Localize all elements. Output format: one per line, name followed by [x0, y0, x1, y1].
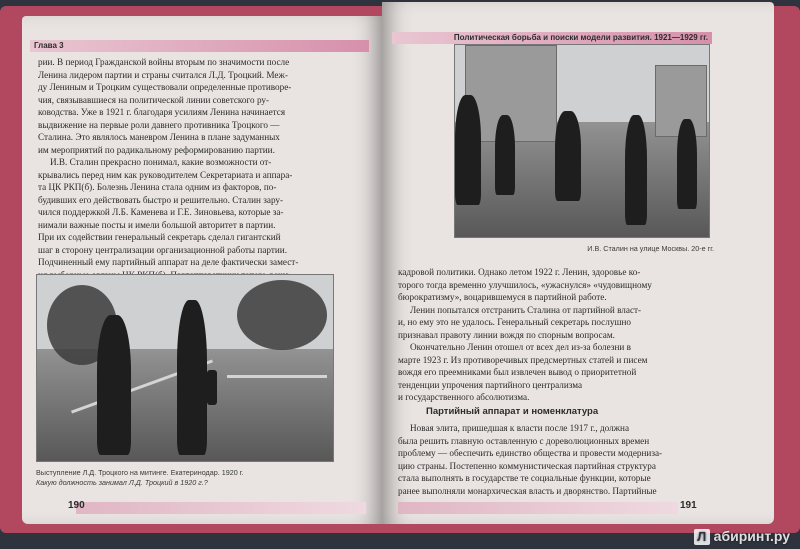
- text-line: крывались перед ним как руководителем Секретариата и аппара-: [38, 169, 293, 180]
- photo-caption: И.В. Сталин на улице Москвы. 20-е гг.: [587, 244, 714, 253]
- section-subheading: Партийный аппарат и номенклатура: [426, 406, 599, 417]
- right-page: [382, 2, 774, 524]
- text-line: тенденции упрочения партийного централизма: [398, 379, 583, 390]
- text-line: цию страны. Постепенно коммунистическая партийная структура: [398, 460, 656, 471]
- text-line: будивших его действовать быстро и решительно. Сталин зару-: [38, 194, 284, 205]
- footer-band: [398, 502, 678, 514]
- trotsky-rally-photo: [36, 274, 334, 462]
- photo-figure: [97, 315, 131, 455]
- text-line: чия, связывавшиеся на политической линии советского ру-: [38, 94, 270, 105]
- text-line: рии. В период Гражданской войны вторым по значимости после: [38, 57, 290, 67]
- text-line: Окончательно Ленин отошел от всех дел из-за болезни в: [410, 342, 631, 352]
- right-text: [398, 266, 710, 404]
- left-page: [22, 16, 382, 524]
- right-text-lower: [398, 422, 710, 497]
- watermark-text: абиринт.ру: [713, 527, 790, 544]
- caption-line: Выступление Л.Д. Троцкого на митинге. Екатеринодар. 1920 г.: [36, 468, 244, 477]
- paragraph-1: [38, 56, 368, 156]
- photo-figure: [207, 370, 217, 405]
- photo-figure: [495, 115, 515, 195]
- text-line: Подчиненный ему партийный аппарат на деле фактически замест-: [38, 257, 299, 267]
- text-line: выдвижение на первые роли давнего противника Троцкого —: [38, 119, 280, 130]
- chapter-header: Глава 3: [30, 40, 369, 52]
- photo-figure: [455, 95, 481, 205]
- text-line: торого тогда временно улучшилось, «ужаснулся» «чудовищному: [398, 279, 652, 290]
- paragraph-1: [398, 266, 710, 304]
- text-line: чился поддержкой Л.Б. Каменева и Г.Е. Зиновьева, которые за-: [38, 207, 284, 217]
- text-line: При их содействии генеральный секретарь сделал гигантский: [38, 232, 281, 242]
- photo-figure: [625, 115, 647, 225]
- labirint-watermark: [694, 528, 790, 545]
- text-line: Ленин попытался отстранить Сталина от партийной власт-: [410, 304, 642, 315]
- text-line: Новая элита, пришедшая к власти после 1917 г., должна: [410, 423, 630, 433]
- text-line: Сталина. Это являлось маневром Ленина в плане задуманных: [38, 132, 280, 142]
- text-line: та ЦК РКП(б). Болезнь Ленина стала одним из факторов, по-: [38, 182, 277, 192]
- stalin-street-photo: [454, 44, 710, 238]
- photo-caption: [36, 468, 336, 488]
- labirint-logo-icon: Л: [694, 529, 710, 545]
- paragraph-2: [398, 304, 710, 342]
- paragraph-3: [398, 341, 710, 404]
- text-line: шаг в сторону централизации организационной работы партии.: [38, 244, 288, 255]
- caption-question: Какую должность занимал Л.Д. Троцкий в 1920 г.?: [36, 478, 208, 487]
- section-header: Политическая борьба и поиски модели развития. 1921—1929 гг.: [392, 32, 712, 44]
- text-line: марте 1923 г. Из противоречивых предсмертных статей и писем: [398, 354, 648, 365]
- photo-railing: [227, 375, 327, 378]
- text-line: ду Лениным и Троцким существовали определенные противоре-: [38, 82, 292, 92]
- text-line: и, но ему это не удалось. Генеральный секретарь послушно: [398, 317, 632, 327]
- text-line: бюрократизму», воцарившемуся в партийной работе.: [398, 292, 607, 302]
- text-line: нимали важные посты и имели большой авторитет в партии.: [38, 219, 276, 230]
- text-line: им мероприятий по радикальному реформированию партии.: [38, 144, 275, 155]
- text-line: проблему — обеспечить единство общества и провести модерниза-: [398, 448, 663, 458]
- left-text: [38, 56, 368, 294]
- text-line: была решить главную оставленную с дореволюционных времен: [398, 435, 650, 446]
- text-line: кадровой политики. Однако летом 1922 г. Ленин, здоровье ко-: [398, 267, 641, 277]
- footer-band: [76, 502, 366, 514]
- page-number: 190: [68, 500, 85, 511]
- text-line: ранее выполняли монархическая власть и дворянство. Партийные: [398, 485, 657, 496]
- text-line: стала выполнять в государстве те социальные функции, которые: [398, 473, 651, 483]
- text-line: ководства. Уже в 1921 г. благодаря усилиям Ленина начинается: [38, 107, 286, 117]
- paragraph-2: [38, 156, 368, 294]
- paragraph-4: [398, 422, 710, 497]
- photo-figure: [555, 111, 581, 201]
- text-line: и государственного абсолютизма.: [398, 392, 530, 402]
- text-line: Ленина лидером партии и страны считался Л.Д. Троцкий. Меж-: [38, 69, 288, 80]
- photo-figure: [677, 119, 697, 209]
- text-line: вождя его преемниками был извлечен вывод о приоритетной: [398, 367, 637, 377]
- photo-figure: [177, 300, 207, 455]
- text-line: И.В. Сталин прекрасно понимал, какие возможности от-: [50, 157, 272, 167]
- photo-tree: [237, 280, 327, 350]
- text-line: признавал правоту линии вождя по спорным вопросам.: [398, 329, 615, 340]
- page-number: 191: [680, 500, 697, 511]
